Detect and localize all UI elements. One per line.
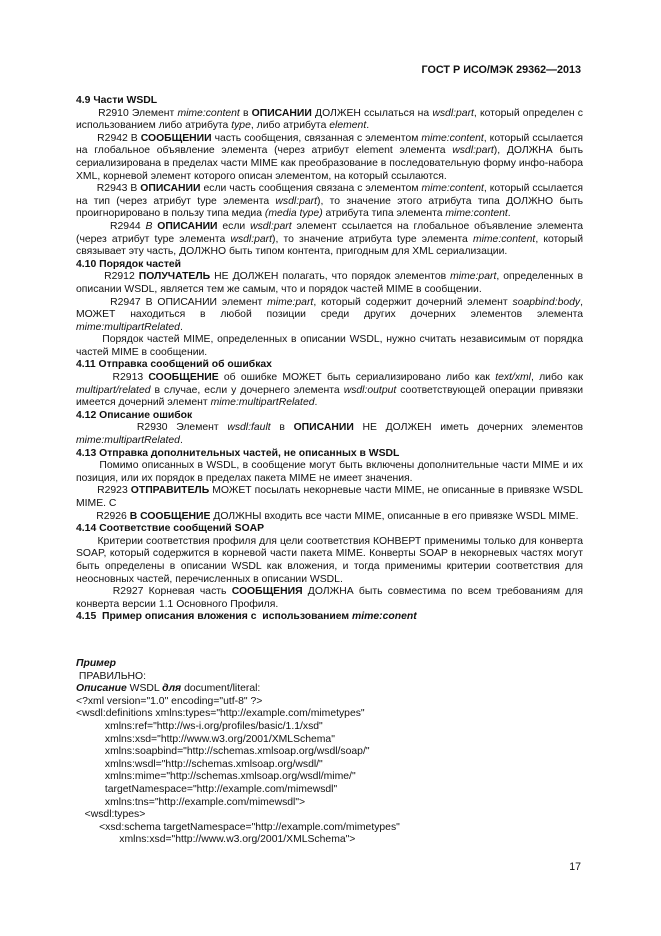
code-line: xmlns:soapbind="http://schemas.xmlsoap.org/wsdl/soap/" — [76, 746, 370, 758]
code-line: <xsd:schema targetNamespace="http://example.com/mimetypes" — [76, 821, 400, 833]
paragraph: R2912 ПОЛУЧАТЕЛЬ НЕ ДОЛЖЕН полагать, что порядок элементов mime:part, определенных в описании WSDL, является тем же самым, что и порядок частей MIME в сообщении. — [76, 271, 583, 295]
paragraph: R2913 СООБЩЕНИЕ об ошибке МОЖЕТ быть сериализировано либо как text/xml, либо как multipart/related в случае, если у дочернего элемента wsdl:output соответствующей операции привязки имеется дочерний элемент mime:multipartRelated. — [76, 372, 584, 409]
code-line: xmlns:xsd="http://www.w3.org/2001/XMLSchema"> — [76, 834, 356, 846]
section-heading: 4.11 Отправка сообщений об ошибках — [76, 359, 272, 371]
paragraph: R2927 Корневая часть СООБЩЕНИЯ ДОЛЖНА быть совместима по всем требованиям для конверта версии 1.1 Основного Профиля. — [76, 586, 583, 610]
section-heading: 4.12 Описание ошибок — [76, 409, 193, 421]
section-heading: 4.15 Пример описания вложения с использованием mime:conent — [76, 611, 417, 623]
section-heading: 4.14 Соответствие сообщений SOAP — [76, 523, 265, 535]
code-line: <wsdl:types> — [76, 809, 146, 821]
paragraph: R2910 Элемент mime:content в ОПИСАНИИ ДОЛЖЕН ссылаться на wsdl:part, который определен с использованием либо атрибута type, либо атрибута element. — [76, 107, 583, 132]
example-label: Пример — [76, 658, 116, 669]
paragraph: R2942 В СООБЩЕНИИ часть сообщения, связанная с элементом mime:content, который ссылается на глобальное объявление элемента (через атрибут element элемента wsdl:part), ДОЛЖНА быть сериализирована в пределах части MIME как преобразование в последовательную форму инфо-набора XML, корневой элемент которого описан элементом, на который ссылаются. — [76, 132, 584, 182]
code-line: targetNamespace="http://example.com/mimewsdl" — [76, 783, 338, 795]
code-line: xmlns:xsd="http://www.w3.org/2001/XMLSchema" — [76, 733, 335, 745]
example-description: Описание WSDL для document/literal: — [76, 683, 261, 695]
paragraph: R2943 В ОПИСАНИИ если часть сообщения связана с элементом mime:content, который ссылается на тип (через атрибут type элемента wsdl:part), то значение этого атрибута типа ДОЛЖНО быть проигнорировано в пользу типа медиа (media type) атрибута типа элемента mime:content. — [76, 183, 584, 220]
code-line: xmlns:wsdl="http://schemas.xmlsoap.org/wsdl/" — [76, 758, 323, 770]
code-listing — [76, 696, 583, 847]
page-number: 17 — [569, 861, 581, 873]
paragraph: R2930 Элемент wsdl:fault в ОПИСАНИИ НЕ ДОЛЖЕН иметь дочерних элементов mime:multipartRelated. — [76, 422, 583, 447]
section-heading: 4.13 Отправка дополнительных частей, не описанных в WSDL — [76, 447, 400, 459]
paragraph: R2947 В ОПИСАНИИ элемент mime:part, который содержит дочерний элемент soapbind:body, МОЖЕТ находиться в любой позиции среди других дочерних элементов элемента mime:multipartRelated. — [76, 296, 583, 333]
paragraph: Порядок частей MIME, определенных в описании WSDL, нужно считать независимым от порядка частей MIME в сообщении. — [76, 334, 583, 358]
code-line: xmlns:ref="http://ws-i.org/profiles/basic/1.1/xsd" — [76, 720, 323, 732]
section-heading: 4.10 Порядок частей — [76, 258, 182, 270]
body-text — [76, 95, 583, 624]
paragraph: Критерии соответствия профиля для цели соответствия КОНВЕРТ применимы только для конверта SOAP, который содержится в корневой части пакета MIME. Конверты SOAP в некорневых частях могут быть определены в описании WSDL как вложения, и тогда применимы критерии соответствия для неосновных частей, перечисленных в описании WSDL. — [76, 535, 583, 585]
paragraph: R2944 В ОПИСАНИИ если wsdl:part элемент ссылается на глобальное объявление элемента (через атрибут type элемента wsdl:part), то значение атрибута type элемента mime:content, который связывает эту часть, ДОЛЖНО быть типом контента, пригодным для XML сериализации. — [76, 220, 584, 258]
paragraph: Помимо описанных в WSDL, в сообщение могут быть включены дополнительные части MIME и их позиция, или их порядок в пределах пакета MIME не имеет значения. — [76, 460, 583, 484]
example-correct: ПРАВИЛЬНО: — [76, 670, 147, 682]
gost-header: ГОСТ Р ИСО/МЭК 29362—2013 — [421, 64, 581, 76]
section-heading: 4.9 Части WSDL — [76, 95, 158, 106]
code-line: <wsdl:definitions xmlns:types="http://example.com/mimetypes" — [76, 708, 365, 720]
code-line: xmlns:tns="http://example.com/mimewsdl"> — [76, 796, 306, 808]
code-line: xmlns:mime="http://schemas.xmlsoap.org/wsdl/mime/" — [76, 771, 356, 783]
paragraph: R2923 ОТПРАВИТЕЛЬ МОЖЕТ посылать некорневые части MIME, не описанные в привязке WSDL MIME. С — [76, 485, 584, 509]
code-line: <?xml version="1.0" encoding="utf-8" ?> — [76, 695, 263, 707]
paragraph: R2926 В СООБЩЕНИЕ ДОЛЖНЫ входить все части MIME, описанные в его привязке WSDL MIME. — [76, 510, 579, 522]
example-block — [76, 658, 583, 847]
